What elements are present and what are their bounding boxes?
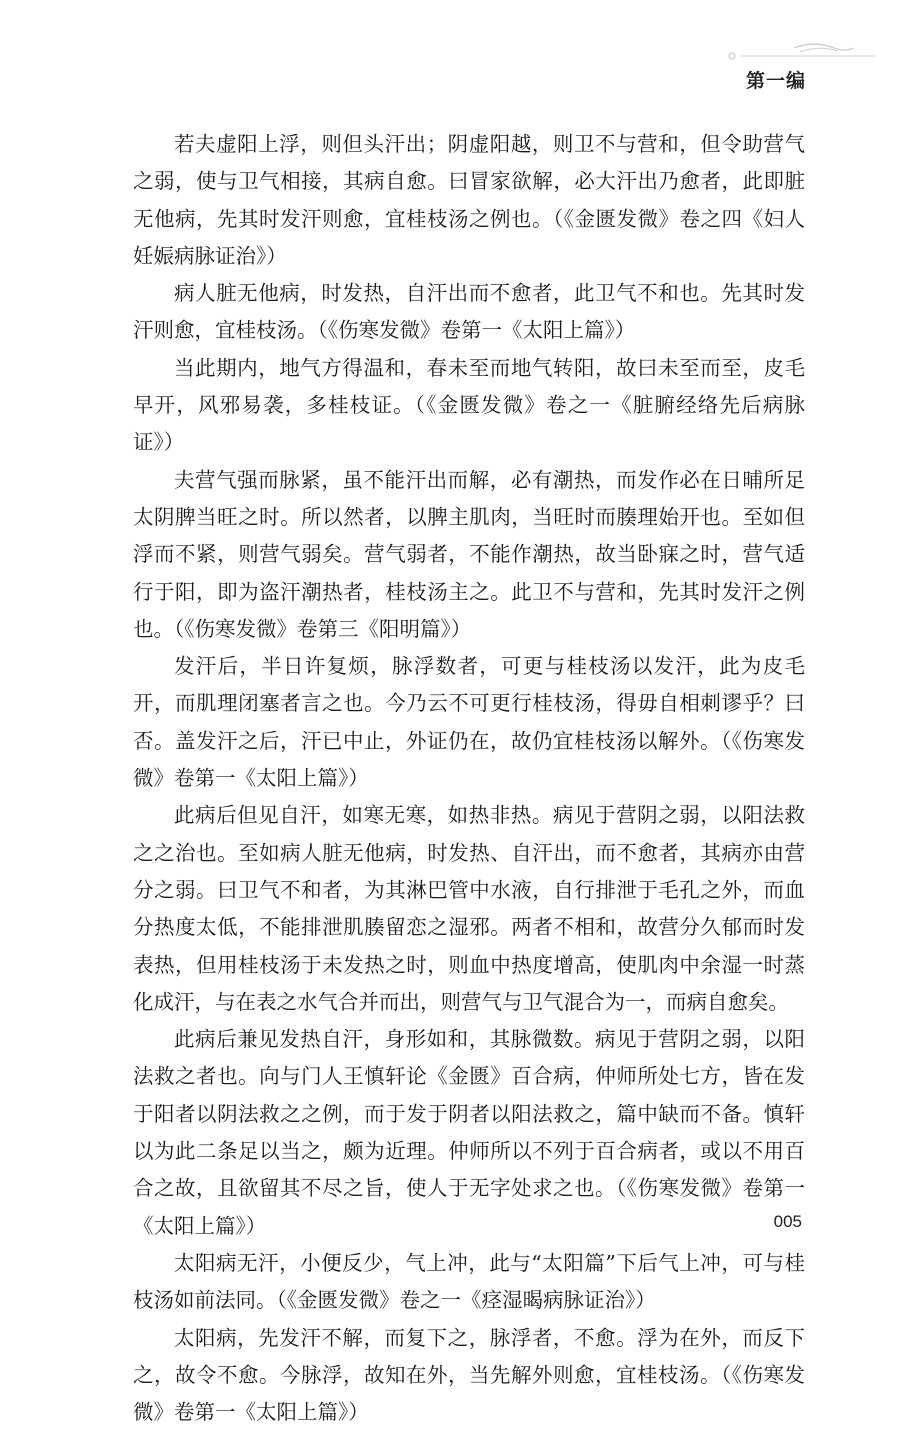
- paragraph: 此病后但见自汗，如寒无寒，如热非热。病见于营阴之弱，以阳法救之之治也。至如病人脏无他病，时发热、自汗出，而不愈者，其病亦由营分之弱。曰卫气不和者，为其淋巴管中水液，自行排泄于毛孔之外，而血分热度太低，不能排泄肌腠留恋之湿邪。两者不相和，故营分久郁而时发表热，但用桂枝汤于未发热之时，则血中热度增高，使肌肉中余湿一时蒸化成汗，与在表之水气合并而出，则营气与卫气混合为一，而病自愈矣。: [133, 797, 805, 1021]
- paragraph: 太阳病无汗，小便反少，气上冲，此与“太阳篇”下后气上冲，可与桂枝汤如前法同。（《金匮发微》卷之一《痉湿暍病脉证治》）: [133, 1245, 805, 1320]
- body-text: [133, 126, 805, 1431]
- paragraph: 太阳病，先发汗不解，而复下之，脉浮者，不愈。浮为在外，而反下之，故令不愈。今脉浮，故知在外，当先解外则愈，宜桂枝汤。（《伤寒发微》卷第一《太阳上篇》）: [133, 1320, 805, 1431]
- page-number: 005: [774, 1212, 802, 1232]
- paragraph: 当此期内，地气方得温和，春未至而地气转阳，故曰未至而至，皮毛早开，风邪易袭，多桂枝证。（《金匮发微》卷之一《脏腑经络先后病脉证》）: [133, 350, 805, 462]
- paragraph: 此病后兼见发热自汗，身形如和，其脉微数。病见于营阴之弱，以阳法救之者也。向与门人王慎轩论《金匮》百合病，仲师所处七方，皆在发于阳者以阴法救之之例，而于发于阴者以阳法救之，篇中缺而不备。慎轩以为此二条足以当之，颇为近理。仲师所以不列于百合病者，或以不用百合之故，且欲留其不尽之旨，使人于无字处求之也。（《伤寒发微》卷第一《太阳上篇》）: [133, 1021, 805, 1245]
- paragraph: 夫营气强而脉紧，虽不能汗出而解，必有潮热，而发作必在日晡所足太阴脾当旺之时。所以然者，以脾主肌肉，当旺时而腠理始开也。至如但浮而不紧，则营气弱矣。营气弱者，不能作潮热，故当卧寐之时，营气适行于阳，即为盗汗潮热者，桂枝汤主之。此卫不与营和，先其时发汗之例也。（《伤寒发微》卷第三《阳明篇》）: [133, 462, 805, 648]
- section-title: 第一编: [746, 66, 806, 93]
- paragraph: 病人脏无他病，时发热，自汗出而不愈者，此卫气不和也。先其时发汗则愈，宜桂枝汤。（《伤寒发微》卷第一《太阳上篇》）: [133, 275, 805, 350]
- paragraph: 若夫虚阳上浮，则但头汗出；阴虚阳越，则卫不与营和，但令助营气之弱，使与卫气相接，其病自愈。曰冒家欲解，必大汗出乃愈者，此即脏无他病，先其时发汗则愈，宜桂枝汤之例也。（《金匮发微》卷之四《妇人妊娠病脉证治》）: [133, 126, 805, 275]
- paragraph: 发汗后，半日许复烦，脉浮数者，可更与桂枝汤以发汗，此为皮毛开，而肌理闭塞者言之也。今乃云不可更行桂枝汤，得毋自相刺谬乎？曰否。盖发汗之后，汗已中止，外证仍在，故仍宜桂枝汤以解外。（《伤寒发微》卷第一《太阳上篇》）: [133, 648, 805, 797]
